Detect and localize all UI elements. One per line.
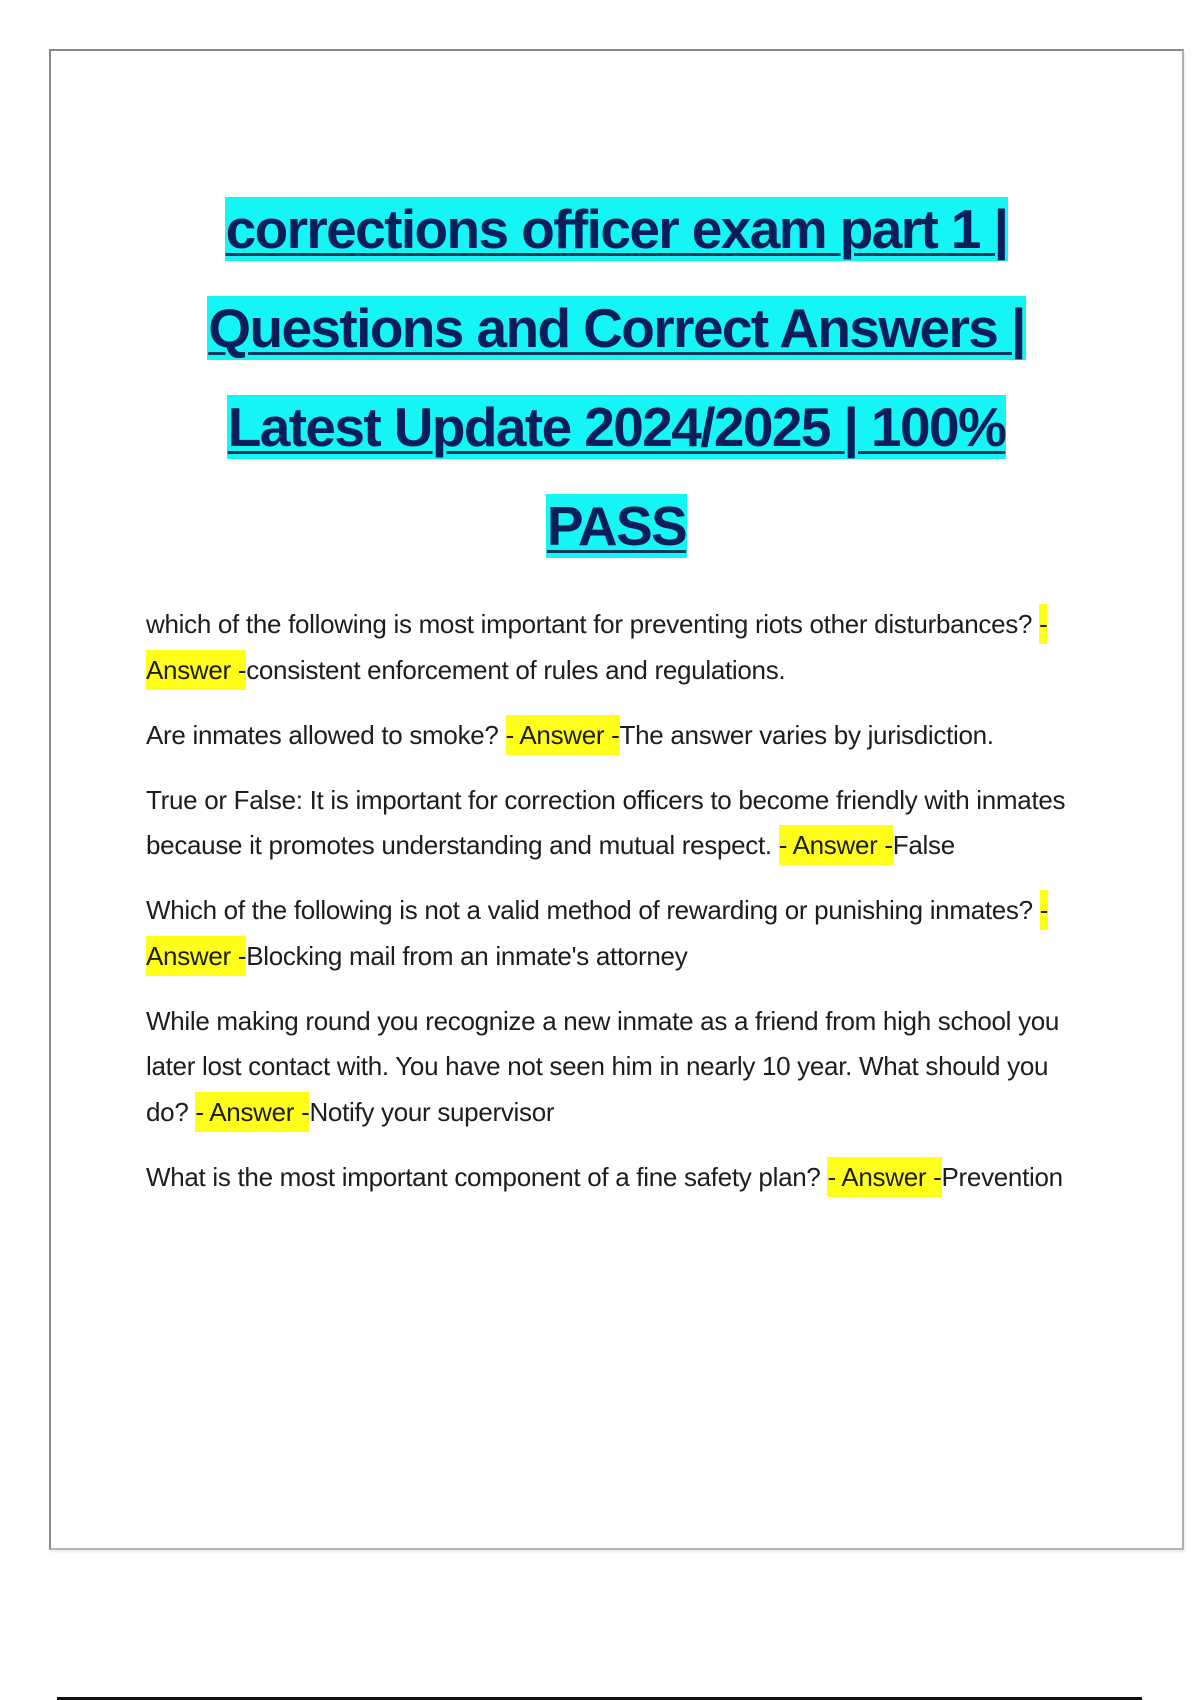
document-title (51, 197, 1182, 593)
title-line-text: PASS (546, 495, 687, 557)
answer-text: Notify your supervisor (309, 1096, 555, 1127)
question-text: Are inmates allowed to smoke? (146, 719, 506, 750)
answer-marker: - Answer - (779, 825, 893, 865)
title-line (51, 197, 1182, 296)
question-text: Which of the following is not a valid method of rewarding or punishing inmates? (146, 895, 1040, 925)
title-line-text: Latest Update 2024/2025 | 100% (227, 396, 1006, 458)
qa-item (146, 778, 1096, 869)
question-text: What is the most important component of a fine safety plan? (146, 1161, 828, 1192)
title-line (51, 494, 1182, 593)
answer-text: Prevention (941, 1161, 1063, 1192)
title-line (51, 296, 1182, 395)
title-line-text: Questions and Correct Answers | (208, 297, 1025, 359)
answer-text: consistent enforcement of rules and regulations. (246, 654, 786, 685)
qa-item (146, 888, 1096, 979)
answer-text: The answer varies by jurisdiction. (619, 719, 994, 750)
answer-text: False (892, 830, 955, 860)
answer-marker: - Answer - (506, 715, 620, 755)
question-text: True or False: It is important for correction officers to become friendly with inmates because it promotes understanding and mutual respect. (146, 784, 1066, 860)
qa-list (146, 602, 1096, 1220)
title-line-text: corrections officer exam part 1 | (225, 198, 1008, 260)
answer-marker: - Answer - (827, 1157, 941, 1197)
answer-marker: - Answer - (195, 1092, 309, 1132)
question-text: While making round you recognize a new inmate as a friend from high school you later lost contact with. You have not seen him in nearly 10 year. What should you do? (146, 1005, 1060, 1127)
qa-item (146, 713, 1096, 759)
question-text: which of the following is most important for preventing riots other disturbances? (146, 609, 1040, 639)
answer-text: Blocking mail from an inmate's attorney (246, 940, 688, 971)
qa-item (146, 602, 1096, 693)
qa-item (146, 1155, 1096, 1201)
answer-marker: - Answer - (146, 604, 1047, 690)
answer-marker: - Answer - (146, 890, 1048, 976)
qa-item (146, 999, 1096, 1136)
title-line (51, 395, 1182, 494)
